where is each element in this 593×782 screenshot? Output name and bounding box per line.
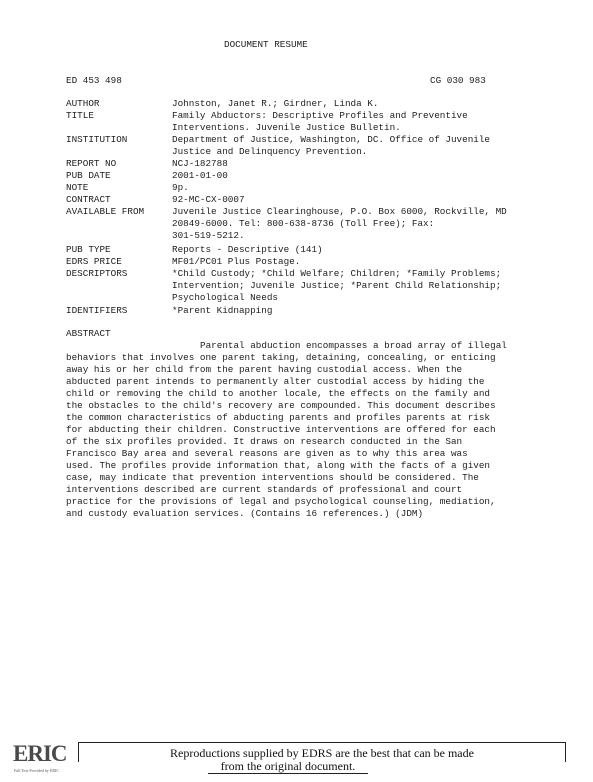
field-note <box>66 182 526 194</box>
field-value-line: Psychological Needs <box>172 292 279 303</box>
field-value-line: Reports - Descriptive (141) <box>172 244 323 255</box>
eric-logo-mark: ERIC <box>13 741 67 766</box>
field-label: CONTRACT <box>66 194 111 205</box>
field-value-line: Department of Justice, Washington, DC. Office of Juvenile <box>172 134 491 145</box>
field-value <box>172 110 468 134</box>
field-label: DESCRIPTORS <box>66 268 128 279</box>
abstract-line: the common characteristics of abducting parents and profiles parents at risk <box>66 412 491 423</box>
abstract-line: away his or her child from the parent having custodial access. When the <box>66 364 463 375</box>
field-value-line: 301-519-5212. <box>172 230 245 241</box>
field-value-line: Interventions. Juvenile Justice Bulletin. <box>172 122 401 133</box>
abstract-line: Parental abduction encompasses a broad array of illegal <box>200 340 507 351</box>
reproduction-notice-line1: Reproductions supplied by EDRS are the best that can be made <box>170 746 474 760</box>
field-value-line: MF01/PC01 Plus Postage. <box>172 256 301 267</box>
field-label: TITLE <box>66 110 94 121</box>
eric-logo <box>13 741 73 775</box>
field-label: IDENTIFIERS <box>66 305 128 316</box>
field-value-line: 92-MC-CX-0007 <box>172 194 245 205</box>
field-value-line: Juvenile Justice Clearinghouse, P.O. Box 6000, Rockville, MD <box>172 206 507 217</box>
field-value-line: *Child Custody; *Child Welfare; Children; *Family Problems; <box>172 268 502 279</box>
field-value <box>172 134 490 158</box>
field-value <box>172 182 189 194</box>
field-value <box>172 244 323 256</box>
field-value <box>172 170 228 182</box>
field-value-line: Family Abductors: Descriptive Profiles and Preventive <box>172 110 468 121</box>
reproduction-notice-line2: from the original document. <box>220 759 356 773</box>
cg-number: CG 030 983 <box>430 75 486 86</box>
abstract-line: for abducting their children. Constructive interventions are offered for each <box>66 424 496 435</box>
field-value <box>172 158 228 170</box>
abstract-heading: ABSTRACT <box>66 328 111 339</box>
field-descriptors <box>66 268 526 303</box>
abstract-line: Francisco Bay area and several reasons are given as to why this area was <box>66 448 468 459</box>
eric-logo-tagline: Full Text Provided by ERIC <box>14 768 59 773</box>
field-edrs-price <box>66 256 526 268</box>
field-institution <box>66 134 526 157</box>
document-title: DOCUMENT RESUME <box>224 39 308 50</box>
field-value <box>172 98 378 110</box>
field-author <box>66 98 526 110</box>
field-value <box>172 256 300 268</box>
field-label: EDRS PRICE <box>66 256 122 267</box>
field-report-no <box>66 158 526 170</box>
abstract-line: behaviors that involves one parent taking, detaining, concealing, or enticing <box>66 352 496 363</box>
abstract-paragraph <box>66 340 506 520</box>
field-label: PUB DATE <box>66 170 111 181</box>
abstract-line: child or removing the child to another locale, the effects on the family and <box>66 388 491 399</box>
field-value-line: Intervention; Juvenile Justice; *Parent Child Relationship; <box>172 280 502 291</box>
field-available-from <box>66 206 526 241</box>
ed-number: ED 453 498 <box>66 75 122 86</box>
abstract-line: and custody evaluation services. (Contains 16 references.) (JDM) <box>66 508 424 519</box>
field-label: PUB TYPE <box>66 244 111 255</box>
field-contract <box>66 194 526 206</box>
abstract-line: case, may indicate that prevention interventions should be considered. The <box>66 472 479 483</box>
field-label: AVAILABLE FROM <box>66 206 145 217</box>
field-label: NOTE <box>66 182 89 193</box>
field-value-line: Justice and Delinquency Prevention. <box>172 146 368 157</box>
abstract-line: interventions described are current standards of professional and court <box>66 484 463 495</box>
abstract-line: the obstacles to the child's recovery are compounded. This document describes <box>66 400 496 411</box>
field-value-line: *Parent Kidnapping <box>172 305 273 316</box>
field-label: REPORT NO <box>66 158 117 169</box>
field-label: AUTHOR <box>66 98 100 109</box>
field-value-line: NCJ-182788 <box>172 158 228 169</box>
abstract-line: practice for the provisions of legal and psychological counseling, mediation, <box>66 496 496 507</box>
field-value <box>172 206 507 242</box>
field-title <box>66 110 526 133</box>
field-value-line: 9p. <box>172 182 189 193</box>
field-value <box>172 268 501 304</box>
reproduction-notice-underline <box>208 759 368 774</box>
field-value-line: 2001-01-00 <box>172 170 228 181</box>
field-label: INSTITUTION <box>66 134 128 145</box>
field-pub-type <box>66 244 526 256</box>
abstract-line: of the six profiles provided. It draws on research conducted in the San <box>66 436 463 447</box>
field-identifiers <box>66 305 526 317</box>
field-pub-date <box>66 170 526 182</box>
field-value-line: 20849-6000. Tel: 800-638-8736 (Toll Free); Fax: <box>172 218 435 229</box>
abstract-line: abducted parent intends to permanently alter custodial access by hiding the <box>66 376 485 387</box>
field-value <box>172 305 272 317</box>
abstract-line: used. The profiles provide information that, along with the facts of a given <box>66 460 491 471</box>
field-value <box>172 194 245 206</box>
field-value-line: Johnston, Janet R.; Girdner, Linda K. <box>172 98 379 109</box>
